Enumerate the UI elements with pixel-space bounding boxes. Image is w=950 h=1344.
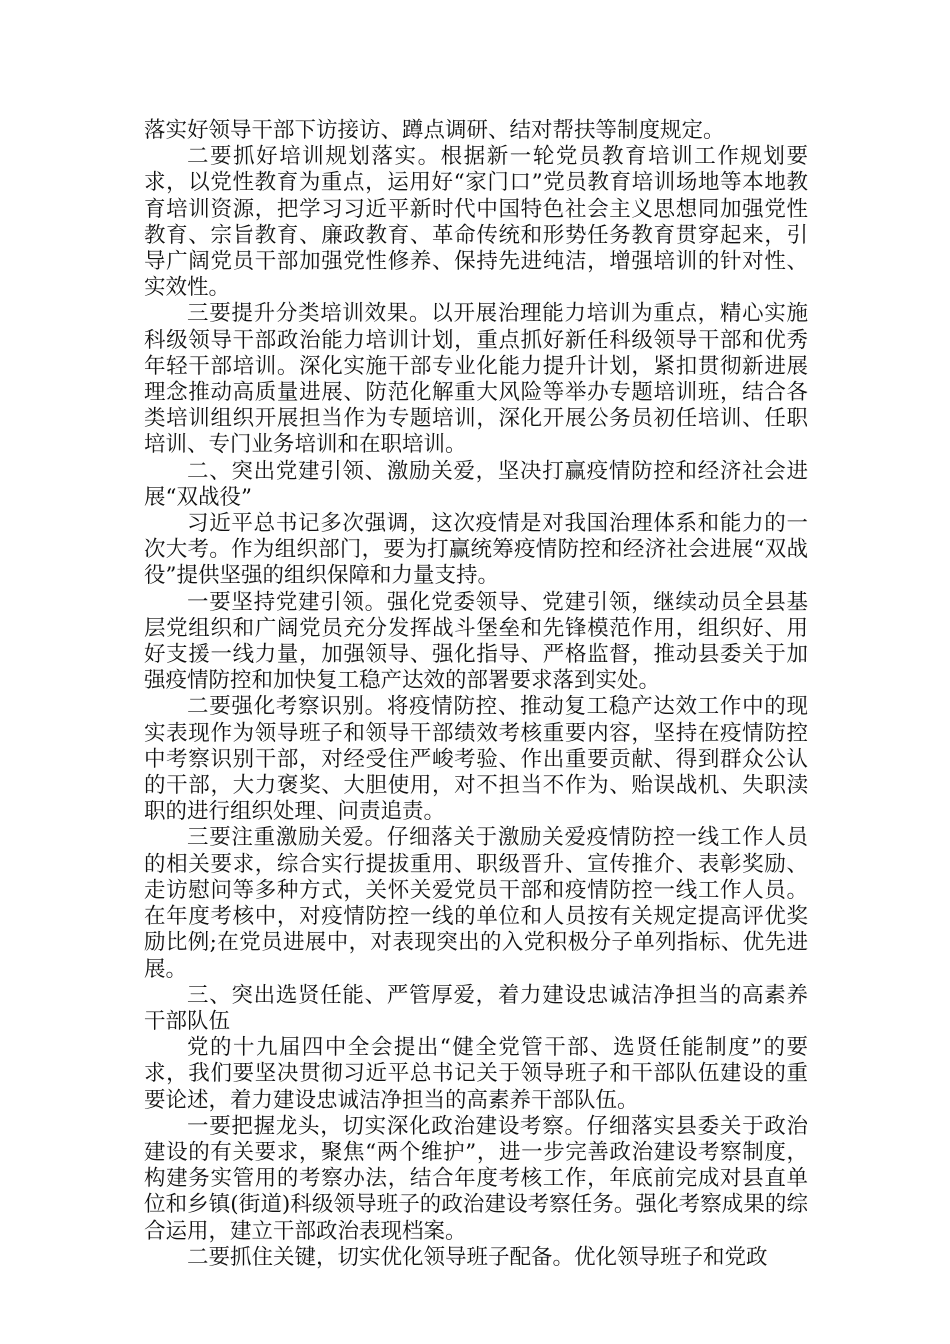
- paragraph-assessment: 二要强化考察识别。将疫情防控、推动复工稳产达效工作中的现实表现作为领导班子和领导干部绩效考核重要内容，坚持在疫情防控中考察识别干部，对经受住严峻考验、作出重要贡献、得到群众公认的干部，大力褒奖、大胆使用，对不担当不作为、贻误战机、失职渎职的进行组织处理、问责追责。: [144, 694, 808, 825]
- paragraph-classified-training: 三要提升分类培训效果。以开展治理能力培训为重点，精心实施科级领导干部政治能力培训计划，重点抓好新任科级领导干部和优秀年轻干部培训。深化实施干部专业化能力提升计划，紧扣贯彻新进展理念推动高质量进展、防范化解重大风险等举办专题培训班，结合各类培训组织开展担当作为专题培训，深化开展公务员初任培训、任职培训、专门业务培训和在职培训。: [144, 301, 808, 458]
- section-heading-2: 二、突出党建引领、激励关爱，坚决打赢疫情防控和经济社会进展“双战役”: [144, 458, 808, 510]
- document-body: [144, 118, 808, 1271]
- section-heading-3: 三、突出选贤任能、严管厚爱，着力建设忠诚洁净担当的高素养干部队伍: [144, 982, 808, 1034]
- paragraph-section-3-intro: 党的十九届四中全会提出“健全党管干部、选贤任能制度”的要求，我们要坚决贯彻习近平总书记关于领导班子和干部队伍建设的重要论述，着力建设忠诚洁净担当的高素养干部队伍。: [144, 1035, 808, 1113]
- paragraph-political-inspection: 一要把握龙头，切实深化政治建设考察。仔细落实县委关于政治建设的有关要求，聚焦“两个维护”，进一步完善政治建设考察制度，构建务实管用的考察办法，结合年度考核工作，年底前完成对县直单位和乡镇(街道)科级领导班子的政治建设考察任务。强化考察成果的综合运用，建立干部政治表现档案。: [144, 1113, 808, 1244]
- paragraph-party-leadership: 一要坚持党建引领。强化党委领导、党建引领，继续动员全县基层党组织和广阔党员充分发挥战斗堡垒和先锋模范作用，组织好、用好支援一线力量，加强领导、强化指导、严格监督，推动县委关于加强疫情防控和加快复工稳产达效的部署要求落到实处。: [144, 589, 808, 694]
- paragraph-incentives: 三要注重激励关爱。仔细落关于激励关爱疫情防控一线工作人员的相关要求，综合实行提拔重用、职级晋升、宣传推介、表彰奖励、走访慰问等多种方式，关怀关爱党员干部和疫情防控一线工作人员。在年度考核中，对疫情防控一线的单位和人员按有关规定提高评优奖励比例;在党员进展中，对表现突出的入党积极分子单列指标、优先进展。: [144, 825, 808, 982]
- paragraph-continuation: 落实好领导干部下访接访、蹲点调研、结对帮扶等制度规定。: [144, 118, 725, 143]
- paragraph-training-plan: 二要抓好培训规划落实。根据新一轮党员教育培训工作规划要求，以党性教育为重点，运用好“家门口”党员教育培训场地等本地教育培训资源，把学习习近平新时代中国特色社会主义思想同加强党性教育、宗旨教育、廉政教育、革命传统和形势任务教育贯穿起来，引导广阔党员干部加强党性修养、保持先进纯洁，增强培训的针对性、实效性。: [144, 144, 808, 301]
- paragraph-section-2-intro: 习近平总书记多次强调，这次疫情是对我国治理体系和能力的一次大考。作为组织部门，要为打赢统筹疫情防控和经济社会进展“双战役”提供坚强的组织保障和力量支持。: [144, 511, 808, 589]
- paragraph-team-optimization: 二要抓住关键，切实优化领导班子配备。优化领导班子和党政: [187, 1244, 768, 1270]
